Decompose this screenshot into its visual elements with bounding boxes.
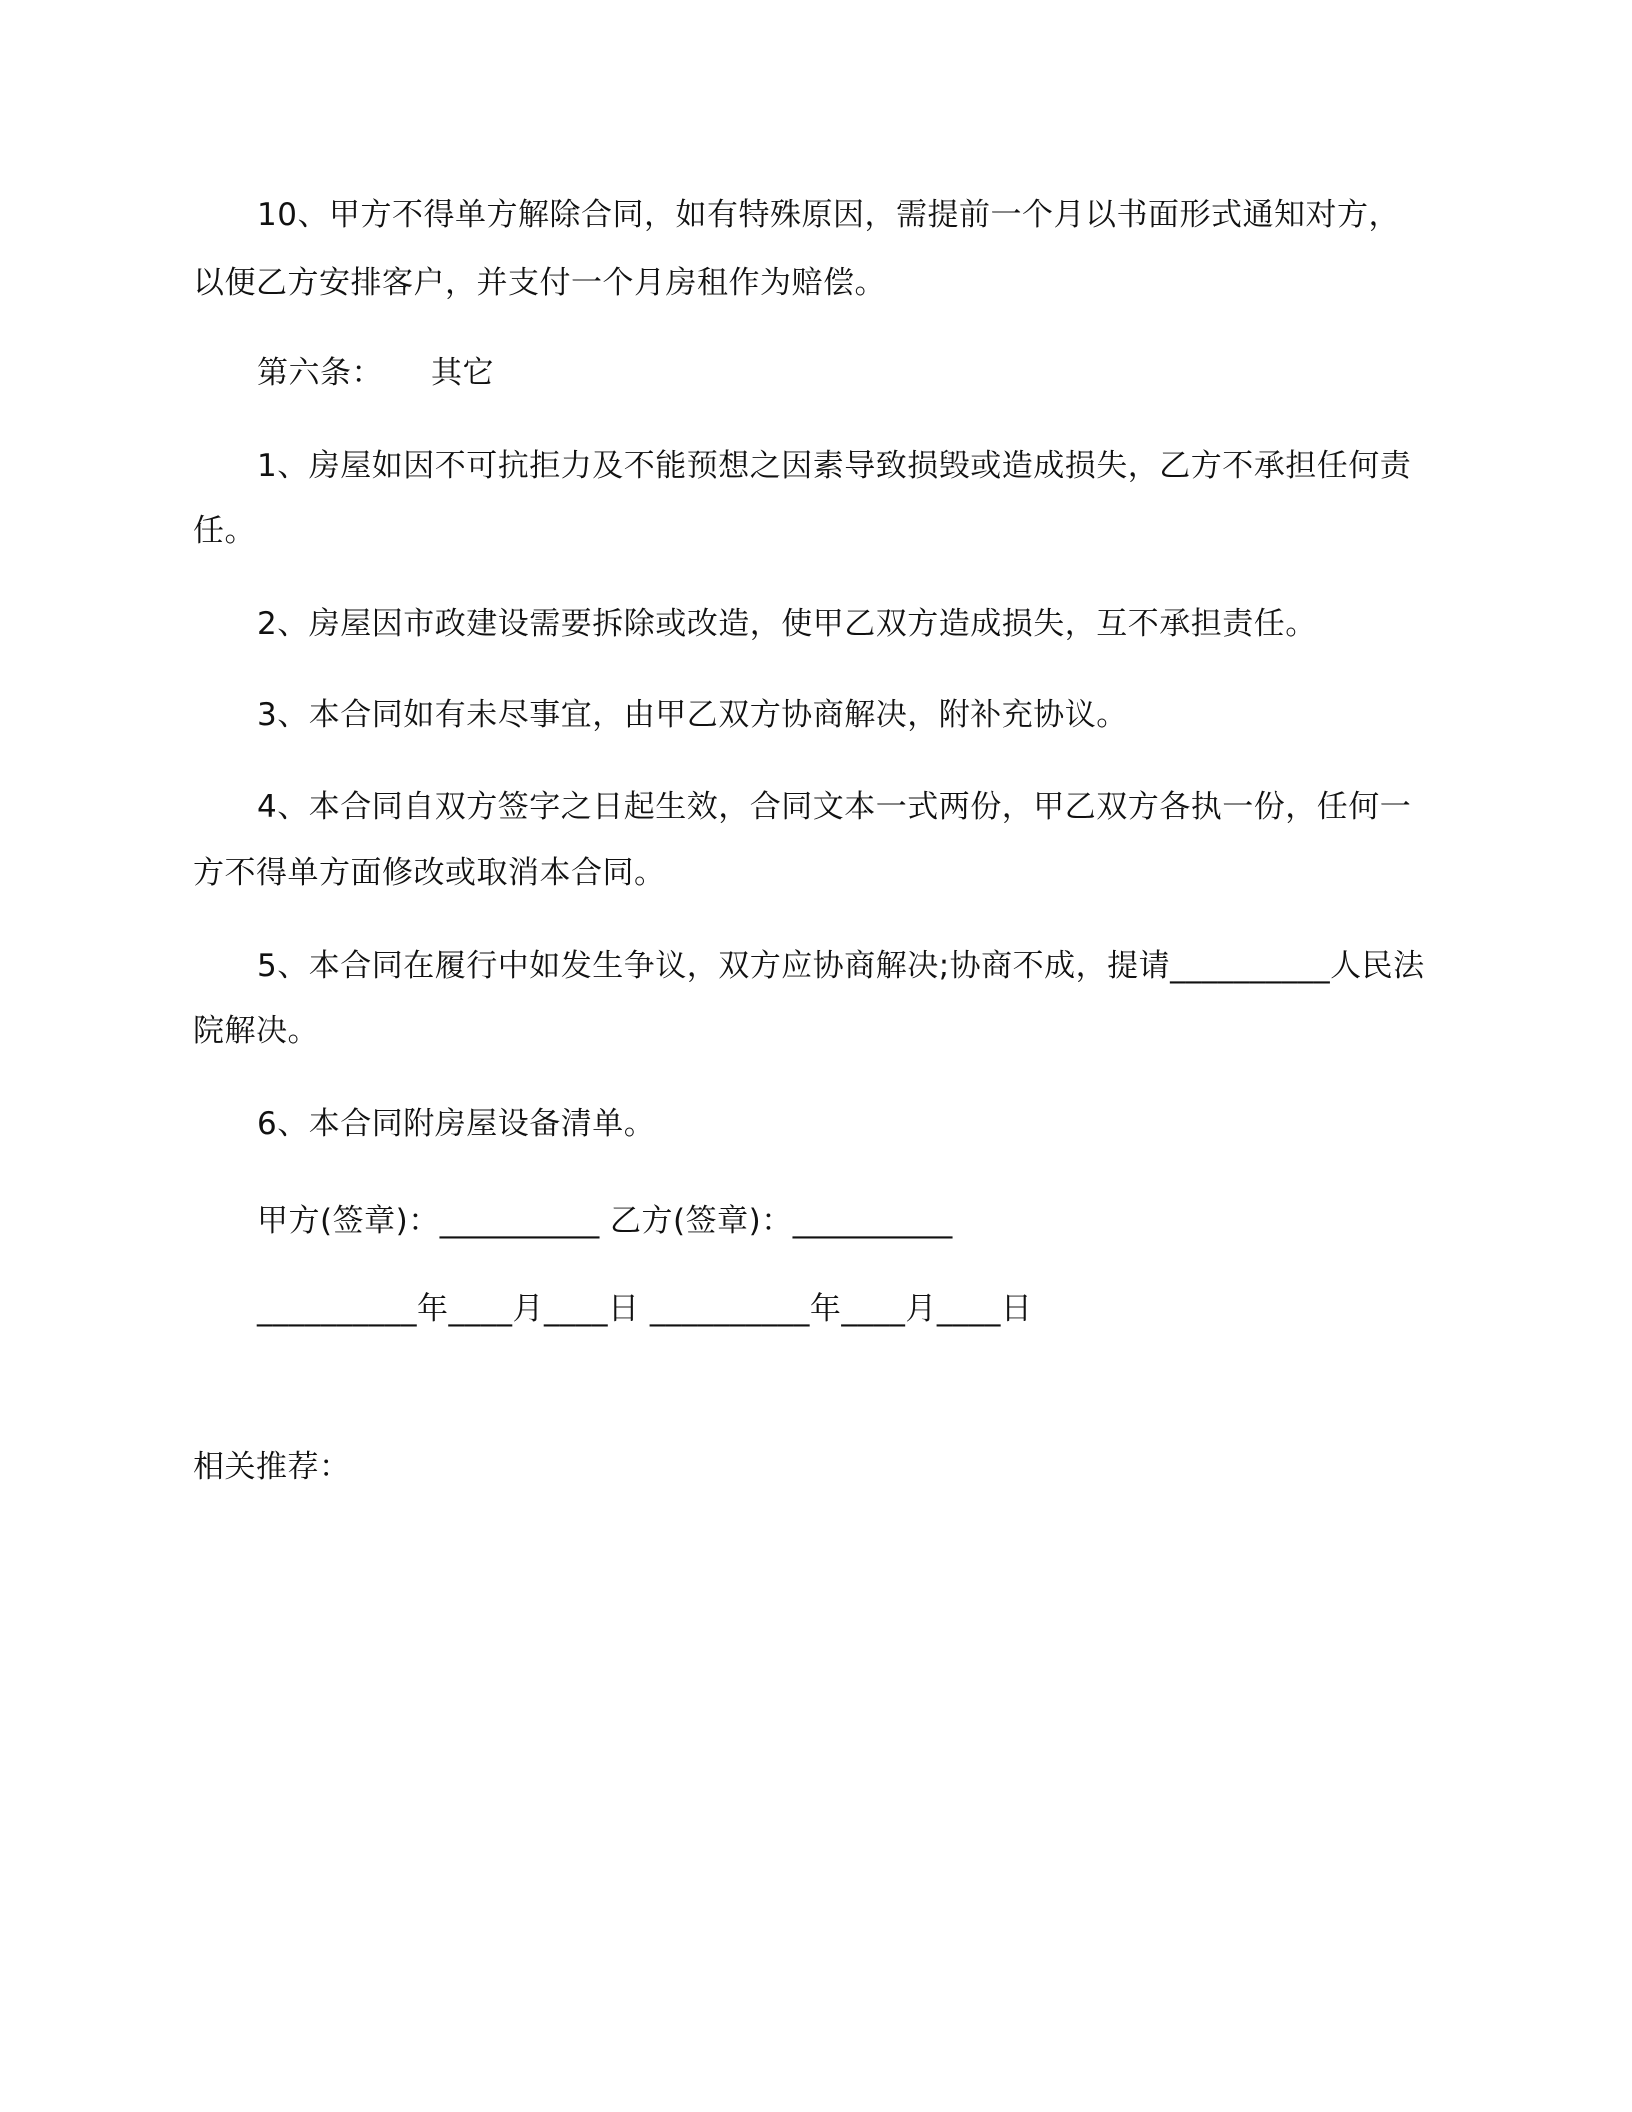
item-1-line-2: 任。 — [193, 513, 256, 549]
article-6-heading — [257, 353, 494, 393]
item-6-line-1: 6、本合同附房屋设备清单。 — [257, 1106, 656, 1142]
item-2-line-1: 2、房屋因市政建设需要拆除或改造，使甲乙双方造成损失，互不承担责任。 — [257, 606, 1317, 642]
item-3-line-1: 3、本合同如有未尽事宜，由甲乙双方协商解决，附补充协议。 — [257, 697, 1128, 733]
clause-10-line-2: 以便乙方安排客户，并支付一个月房租作为赔偿。 — [193, 265, 886, 301]
item-1-line-1: 1、房屋如因不可抗拒力及不能预想之因素导致损毁或造成损失，乙方不承担任何责 — [257, 448, 1412, 484]
item-5-line-2: 院解决。 — [193, 1013, 319, 1049]
item-5-line-1: 5、本合同在履行中如发生争议，双方应协商解决;协商不成，提请__________人民法 — [257, 948, 1425, 984]
article-6-label: 第六条： — [257, 355, 383, 391]
signature-line: 甲方(签章)：__________ 乙方(签章)：__________ — [257, 1203, 953, 1239]
item-4-line-1: 4、本合同自双方签字之日起生效，合同文本一式两份，甲乙双方各执一份，任何一 — [257, 789, 1412, 825]
related-recommendations-heading: 相关推荐： — [193, 1449, 351, 1485]
article-6-title: 其它 — [431, 355, 494, 391]
clause-10-line-1: 10、甲方不得单方解除合同，如有特殊原因，需提前一个月以书面形式通知对方， — [257, 197, 1400, 233]
item-4-line-2: 方不得单方面修改或取消本合同。 — [193, 855, 666, 891]
date-line: __________年____月____日 __________年____月____日 — [257, 1291, 1033, 1327]
